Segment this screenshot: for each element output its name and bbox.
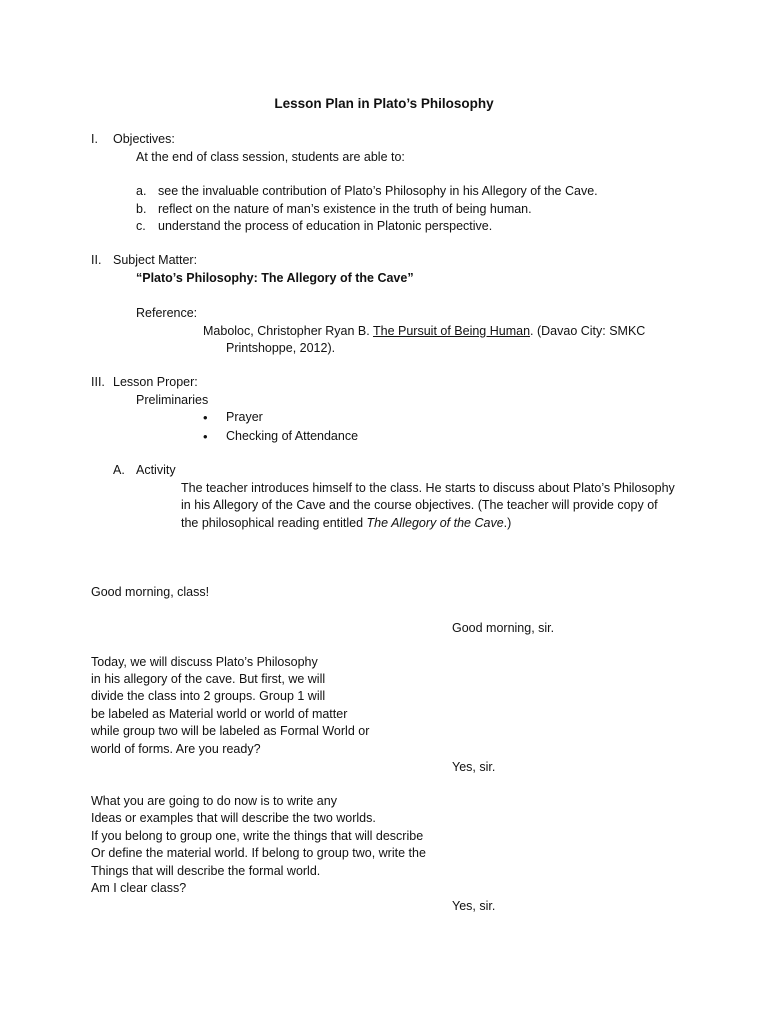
objective-marker-b: b. [136,202,147,216]
preliminaries-label: Preliminaries [136,393,209,407]
subject-topic: “Plato’s Philosophy: The Allegory of the Cave” [136,271,414,285]
section-number-3: III. [91,375,105,389]
objective-item-c: understand the process of education in Platonic perspective. [158,219,493,233]
activity-text-line-1: The teacher introduces himself to the class. He starts to discuss about Plato’s Philosophy [181,481,675,495]
reference-publisher: . (Davao City: SMKC [530,324,646,338]
objectives-intro: At the end of class session, students are able to: [136,150,405,164]
activity-text-line-3: the philosophical reading entitled The Allegory of the Cave.) [181,516,512,530]
student-line-3: Yes, sir. [452,899,496,913]
reference-publisher-cont: Printshoppe, 2012). [226,341,336,355]
activity-heading: Activity [136,463,176,477]
preliminary-item-prayer: Prayer [226,410,263,424]
section-heading-subject-matter: Subject Matter: [113,253,198,267]
teacher-line-2-1: Today, we will discuss Plato’s Philosophy [91,655,318,669]
bullet-icon: • [203,429,208,444]
reference-label: Reference: [136,306,198,320]
section-heading-lesson-proper: Lesson Proper: [113,375,198,389]
activity-text-line-2: in his Allegory of the Cave and the course objectives. (The teacher will provide copy of [181,498,658,512]
reference-author: Maboloc, Christopher Ryan B. [203,324,373,338]
teacher-line-2-5: while group two will be labeled as Formal World or [91,724,370,738]
student-line-2: Yes, sir. [452,760,496,774]
document-title: Lesson Plan in Plato’s Philosophy [274,96,494,111]
activity-marker: A. [113,463,125,477]
student-line-1: Good morning, sir. [452,621,555,635]
reading-title: The Allegory of the Cave [366,516,504,530]
teacher-line-2-6: world of forms. Are you ready? [91,742,261,756]
reference-book-title: The Pursuit of Being Human [373,324,531,338]
teacher-line-3-4: Or define the material world. If belong to group two, write the [91,846,426,860]
section-heading-objectives: Objectives: [113,132,175,146]
objective-item-a: see the invaluable contribution of Plato’s Philosophy in his Allegory of the Cave. [158,184,598,198]
section-number-2: II. [91,253,102,267]
reference-citation [203,323,645,340]
teacher-line-3-1: What you are going to do now is to write any [91,794,337,808]
teacher-line-3-3: If you belong to group one, write the things that will describe [91,829,424,843]
preliminary-item-attendance: Checking of Attendance [226,429,359,443]
bullet-icon: • [203,410,208,425]
teacher-line-3-6: Am I clear class? [91,881,187,895]
teacher-line-3-5: Things that will describe the formal world. [91,864,321,878]
objective-marker-a: a. [136,184,147,198]
teacher-line-2-2: in his allegory of the cave. But first, we will [91,672,326,686]
teacher-line-1: Good morning, class! [91,585,210,599]
teacher-line-3-2: Ideas or examples that will describe the two worlds. [91,811,376,825]
teacher-line-2-4: be labeled as Material world or world of matter [91,707,348,721]
objective-marker-c: c. [136,219,146,233]
section-number-1: I. [91,132,98,146]
objective-item-b: reflect on the nature of man’s existence in the truth of being human. [158,202,532,216]
teacher-line-2-3: divide the class into 2 groups. Group 1 will [91,689,326,703]
